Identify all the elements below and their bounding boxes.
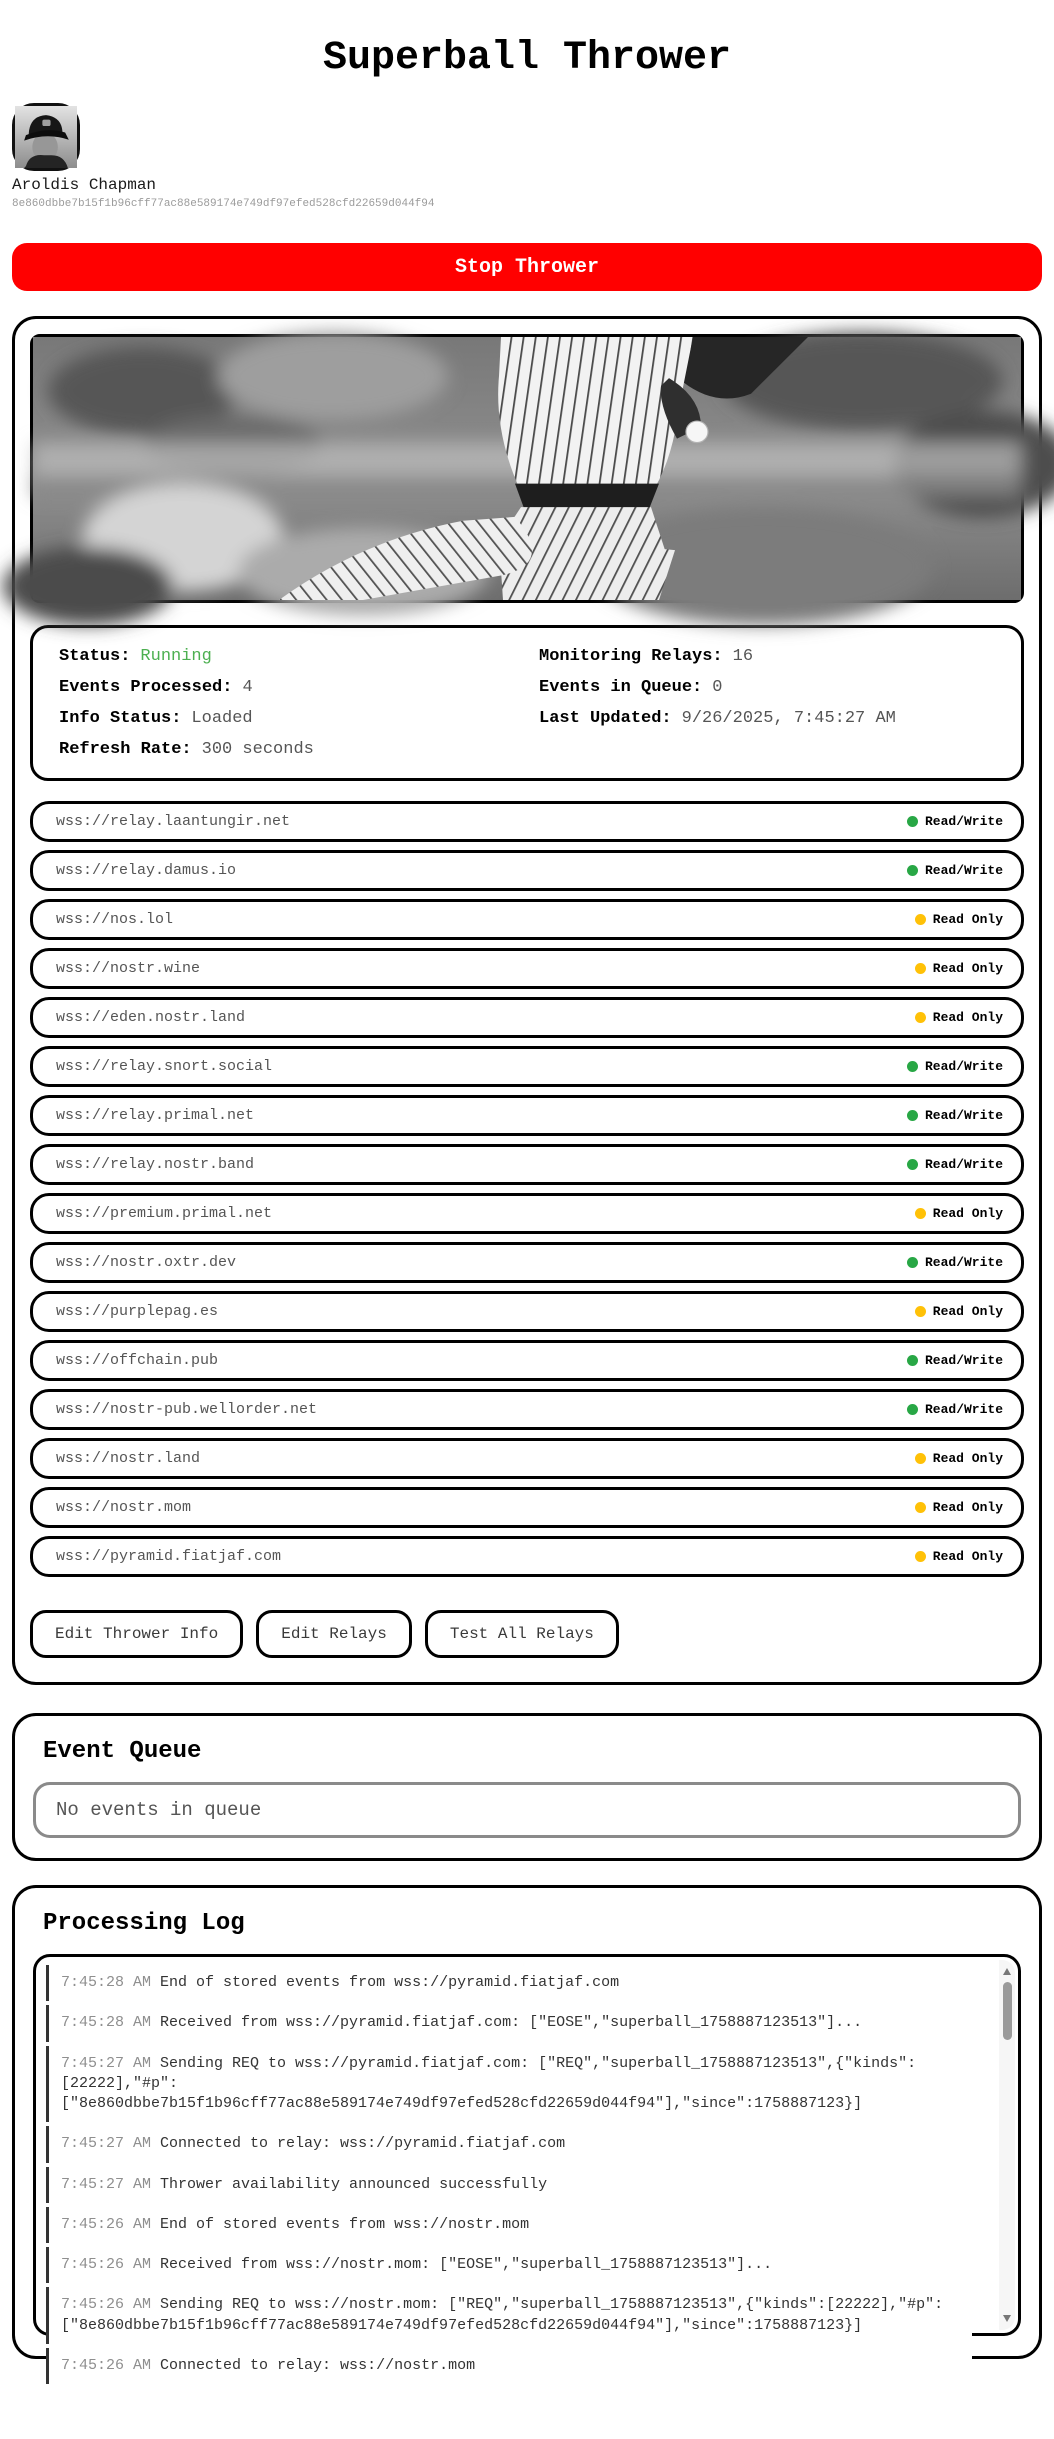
relay-status-dot-icon: [907, 1061, 918, 1072]
relay-access-label: Read Only: [932, 1549, 1003, 1564]
log-entry: [46, 2348, 972, 2384]
status-row: [539, 710, 995, 727]
event-queue-panel: [12, 1713, 1042, 1861]
log-entry-message: Sending REQ to wss://pyramid.fiatjaf.com: ["REQ","superball_1758887123513",{"kinds":[22222],"#p":["8e860dbbe7b15f1b96cff77ac88e589174e749df97efed528cfd22659d044f94"],"since":1758887123}]: [61, 2054, 917, 2112]
relay-status-badge: [915, 1549, 1003, 1564]
log-entry-message: Received from wss://nostr.mom: ["EOSE","superball_1758887123513"]...: [160, 2256, 773, 2273]
scroll-down-arrow-icon[interactable]: [1003, 2315, 1011, 2322]
avatar-image: [15, 106, 77, 168]
processing-log-panel: [12, 1885, 1042, 2374]
log-entry: [46, 2005, 972, 2041]
relay-item: [30, 948, 1024, 989]
pitcher-image: [33, 337, 1021, 600]
profile-name: Aroldis Chapman: [12, 176, 157, 194]
relay-url: wss://nos.lol: [56, 911, 174, 928]
relay-url: wss://nostr-pub.wellorder.net: [56, 1401, 318, 1418]
status-row: [59, 648, 515, 665]
profile-section: [12, 103, 1042, 210]
log-entry-message: Thrower availability announced successfully: [160, 2175, 548, 2193]
log-entry-time: 7:45:27 AM: [61, 2175, 152, 2193]
log-entry: [46, 2207, 972, 2243]
status-row: [539, 648, 995, 665]
event-queue-heading: Event Queue: [43, 1738, 202, 1765]
log-entry-message: Connected to relay: wss://nostr.mom: [160, 2356, 476, 2374]
relay-url: wss://relay.snort.social: [56, 1058, 273, 1075]
status-row: [539, 679, 995, 696]
status-value: 0: [712, 678, 723, 697]
log-entry-time: 7:45:28 AM: [61, 1974, 152, 1991]
relay-status-badge: [915, 1304, 1003, 1319]
relay-status-dot-icon: [915, 1306, 926, 1317]
page-title: Superball Thrower: [322, 36, 732, 81]
thrower-panel: [12, 316, 1042, 1685]
relay-access-label: Read Only: [932, 1206, 1003, 1221]
relay-status-badge: [907, 814, 1003, 829]
relay-status-badge: [915, 1010, 1003, 1025]
relay-status-badge: [907, 1255, 1003, 1270]
log-entry-message: Received from wss://pyramid.fiatjaf.com: ["EOSE","superball_1758887123513"]...: [160, 2014, 863, 2032]
processing-log-heading: Processing Log: [43, 1910, 245, 1937]
status-value: Running: [140, 647, 212, 666]
relay-status-dot-icon: [907, 1404, 918, 1415]
log-entry-message: Connected to relay: wss://pyramid.fiatjaf.com: [160, 2135, 566, 2153]
relay-status-dot-icon: [907, 1159, 918, 1170]
relay-status-badge: [907, 1157, 1003, 1172]
log-entry: [46, 2126, 972, 2162]
relay-status-dot-icon: [907, 1110, 918, 1121]
log-entry-time: 7:45:27 AM: [61, 2135, 152, 2153]
relay-url: wss://relay.nostr.band: [56, 1156, 255, 1173]
event-queue-empty-message: No events in queue: [56, 1799, 262, 1821]
relay-item: [30, 1242, 1024, 1283]
relay-access-label: Read Only: [932, 1451, 1003, 1466]
relay-status-badge: [915, 1500, 1003, 1515]
relay-status-dot-icon: [915, 963, 926, 974]
relay-status-badge: [907, 1353, 1003, 1368]
scroll-up-arrow-icon[interactable]: [1003, 1968, 1011, 1975]
relay-status-dot-icon: [915, 1208, 926, 1219]
status-column-left: [59, 648, 515, 758]
relay-url: wss://nostr.oxtr.dev: [56, 1254, 237, 1271]
log-entry: [46, 1965, 972, 2001]
status-value: Loaded: [191, 709, 253, 728]
relay-url: wss://nostr.land: [56, 1450, 201, 1467]
status-label: Last Updated:: [539, 709, 672, 728]
status-label: Refresh Rate:: [59, 740, 192, 759]
relay-item: [30, 1487, 1024, 1528]
status-label: Info Status:: [59, 709, 182, 728]
log-entry: [46, 2167, 972, 2203]
log-entry-time: 7:45:26 AM: [61, 2296, 152, 2314]
relay-url: wss://relay.damus.io: [56, 862, 237, 879]
relay-access-label: Read/Write: [924, 814, 1003, 829]
relay-item: [30, 1291, 1024, 1332]
relay-list: [30, 801, 1024, 1577]
relay-status-dot-icon: [915, 1453, 926, 1464]
relay-status-dot-icon: [907, 1257, 918, 1268]
relay-access-label: Read Only: [932, 1010, 1003, 1025]
page: [0, 36, 1054, 2374]
log-entry-time: 7:45:26 AM: [61, 2256, 152, 2273]
status-value: 300 seconds: [201, 740, 314, 759]
relay-status-badge: [907, 863, 1003, 878]
edit-thrower-info-button[interactable]: Edit Thrower Info: [30, 1610, 243, 1658]
relay-status-dot-icon: [915, 1012, 926, 1023]
log-entries: [46, 1965, 972, 2384]
relay-access-label: Read Only: [932, 1304, 1003, 1319]
relay-item: [30, 997, 1024, 1038]
relay-access-label: Read/Write: [924, 1255, 1003, 1270]
relay-status-dot-icon: [907, 816, 918, 827]
relay-status-badge: [907, 1402, 1003, 1417]
relay-status-badge: [915, 912, 1003, 927]
relay-status-dot-icon: [907, 1355, 918, 1366]
relay-item: [30, 801, 1024, 842]
relay-url: wss://purplepag.es: [56, 1303, 219, 1320]
log-entry-message: End of stored events from wss://pyramid.fiatjaf.com: [160, 1974, 620, 1991]
relay-access-label: Read/Write: [924, 1108, 1003, 1123]
stop-thrower-button[interactable]: Stop Thrower: [12, 243, 1042, 291]
relay-url: wss://nostr.mom: [56, 1499, 192, 1516]
log-entry-message: Sending REQ to wss://nostr.mom: ["REQ","superball_1758887123513",{"kinds":[22222],"#p":["8e860dbbe7b15f1b96cff77ac88e589174e749df97efed528cfd22659d044f94"],"since":1758887123}]: [61, 2296, 944, 2334]
relay-item: [30, 1144, 1024, 1185]
relay-item: [30, 1438, 1024, 1479]
status-value: 4: [242, 678, 253, 697]
status-row: [59, 679, 515, 696]
status-column-right: [539, 648, 995, 758]
relay-item: [30, 1536, 1024, 1577]
relay-status-badge: [915, 1451, 1003, 1466]
relay-access-label: Read Only: [932, 961, 1003, 976]
log-entry-message: End of stored events from wss://nostr.mom: [160, 2215, 530, 2233]
log-entry-time: 7:45:26 AM: [61, 2215, 152, 2233]
relay-status-dot-icon: [915, 914, 926, 925]
action-buttons: [30, 1610, 1024, 1658]
processing-log-box[interactable]: [33, 1954, 1021, 2374]
log-entry-time: 7:45:28 AM: [61, 2014, 152, 2032]
profile-pubkey: 8e860dbbe7b15f1b96cff77ac88e589174e749df97efed528cfd22659d044f94: [12, 198, 435, 210]
relay-status-dot-icon: [915, 1502, 926, 1513]
relay-url: wss://eden.nostr.land: [56, 1009, 246, 1026]
relay-item: [30, 1340, 1024, 1381]
relay-item: [30, 850, 1024, 891]
relay-access-label: Read/Write: [924, 1157, 1003, 1172]
status-value: 16: [732, 647, 754, 666]
status-label: Events Processed:: [59, 678, 233, 697]
relay-url: wss://nostr.wine: [56, 960, 201, 977]
log-scrollbar[interactable]: [999, 1960, 1015, 2330]
relay-access-label: Read/Write: [924, 1353, 1003, 1368]
relay-status-dot-icon: [915, 1551, 926, 1562]
relay-status-badge: [915, 961, 1003, 976]
relay-item: [30, 899, 1024, 940]
edit-relays-button[interactable]: Edit Relays: [256, 1610, 412, 1658]
relay-item: [30, 1095, 1024, 1136]
status-label: Monitoring Relays:: [539, 647, 723, 666]
event-queue-box: [33, 1782, 1021, 1838]
relay-url: wss://pyramid.fiatjaf.com: [56, 1548, 282, 1565]
relay-access-label: Read/Write: [924, 863, 1003, 878]
relay-url: wss://premium.primal.net: [56, 1205, 273, 1222]
status-row: [59, 741, 515, 758]
relay-item: [30, 1193, 1024, 1234]
relay-status-badge: [915, 1206, 1003, 1221]
relay-item: [30, 1046, 1024, 1087]
status-panel: [30, 625, 1024, 781]
relay-access-label: Read/Write: [924, 1059, 1003, 1074]
status-value: 9/26/2025, 7:45:27 AM: [681, 709, 896, 728]
log-entry-time: 7:45:26 AM: [61, 2356, 152, 2374]
log-entry: [46, 2287, 972, 2344]
relay-url: wss://relay.primal.net: [56, 1107, 255, 1124]
status-label: Status:: [59, 647, 131, 666]
relay-url: wss://relay.laantungir.net: [56, 813, 291, 830]
relay-status-badge: [907, 1108, 1003, 1123]
status-row: [59, 710, 515, 727]
relay-status-badge: [907, 1059, 1003, 1074]
relay-access-label: Read Only: [932, 1500, 1003, 1515]
log-entry: [46, 2247, 972, 2283]
log-entry: [46, 2046, 972, 2123]
thrower-photo: [30, 334, 1024, 603]
scrollbar-thumb[interactable]: [1003, 1982, 1012, 2040]
relay-access-label: Read Only: [932, 912, 1003, 927]
status-label: Events in Queue:: [539, 678, 703, 697]
relay-item: [30, 1389, 1024, 1430]
log-entry-time: 7:45:27 AM: [61, 2054, 152, 2072]
relay-status-dot-icon: [907, 865, 918, 876]
test-all-relays-button[interactable]: Test All Relays: [425, 1610, 619, 1658]
relay-url: wss://offchain.pub: [56, 1352, 219, 1369]
relay-access-label: Read/Write: [924, 1402, 1003, 1417]
avatar: [12, 103, 80, 171]
